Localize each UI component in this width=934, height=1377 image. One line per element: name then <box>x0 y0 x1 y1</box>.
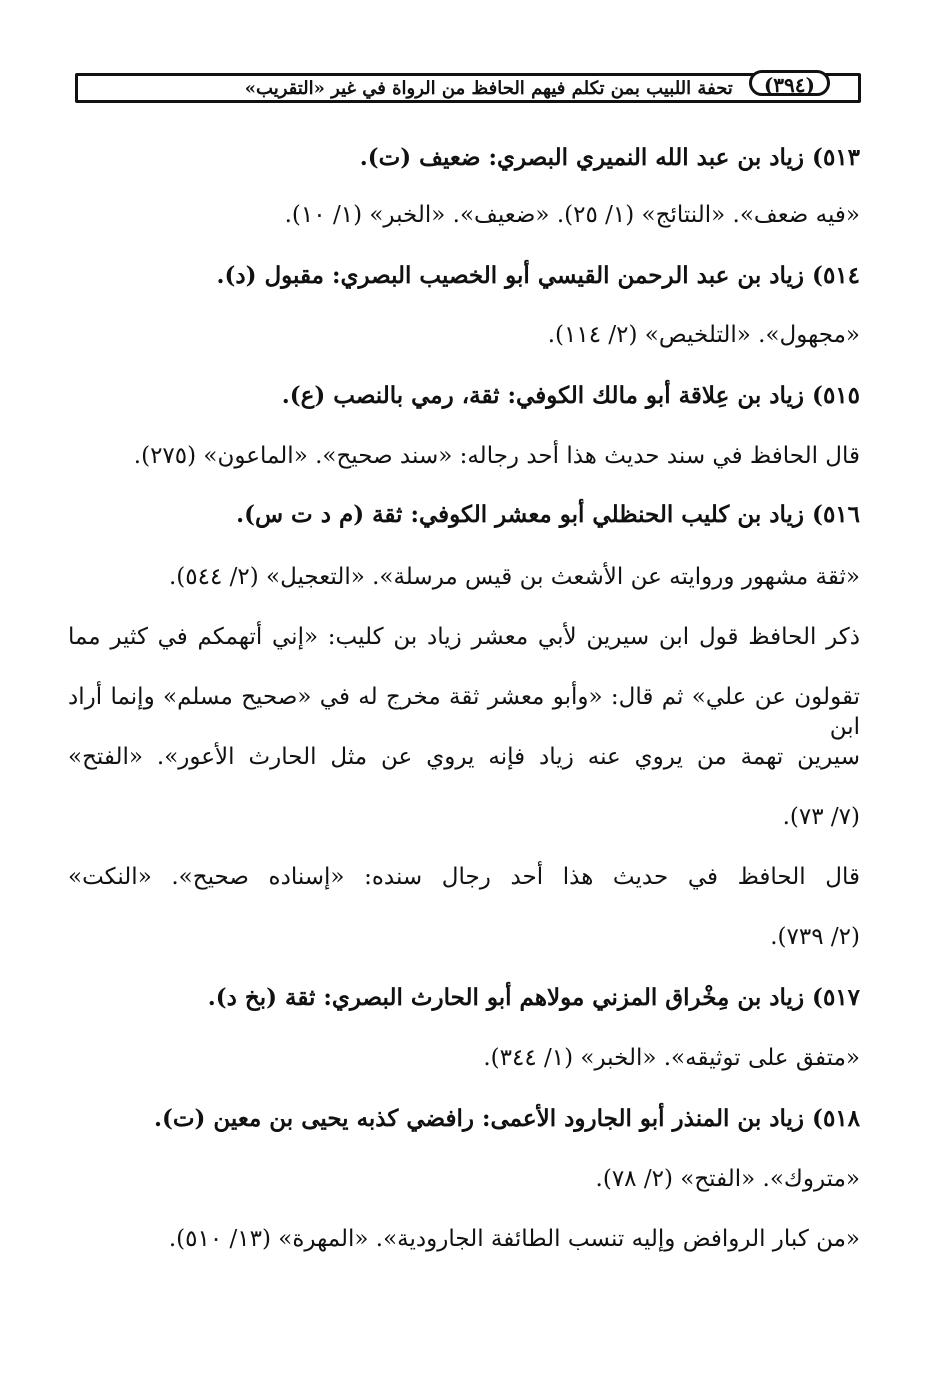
entry-517-heading: ٥١٧) زياد بن مِخْراق المزني مولاهم أبو الحارث البصري: ثقة (بخ د). <box>207 984 860 1011</box>
entry-514-note: «مجهول». «التلخيص» (٢/ ١١٤). <box>547 322 860 348</box>
entry-516-paragraph2-line-2: (٢/ ٧٣٩). <box>770 924 860 950</box>
entry-516-paragraph-line-3: سيرين تهمة من يروي عنه زياد فإنه يروي عن مثل الحارث الأعور». «الفتح» <box>68 744 860 770</box>
entry-513-note: «فيه ضعف». «النتائج» (١/ ٢٥). «ضعيف». «الخبر» (١/ ١٠). <box>284 202 860 228</box>
entry-514-heading: ٥١٤) زياد بن عبد الرحمن القيسي أبو الخصيب البصري: مقبول (د). <box>216 262 860 289</box>
entry-516-paragraph2-line-1: قال الحافظ في حديث هذا أحد رجال سنده: «إسناده صحيح». «النكت» <box>68 864 860 890</box>
entry-518-note-1: «متروك». «الفتح» (٢/ ٧٨). <box>595 1166 860 1192</box>
entry-518-note-2: «من كبار الروافض وإليه تنسب الطائفة الجارودية». «المهرة» (١٣/ ٥١٠). <box>168 1226 860 1252</box>
entry-518-heading: ٥١٨) زياد بن المنذر أبو الجارود الأعمى: رافضي كذبه يحيى بن معين (ت). <box>153 1105 860 1132</box>
page-number: (٣٩٤) <box>749 70 830 96</box>
entry-513-heading: ٥١٣) زياد بن عبد الله النميري البصري: ضعيف (ت). <box>359 144 860 171</box>
entry-517-note: «متفق على توثيقه». «الخبر» (١/ ٣٤٤). <box>483 1045 860 1071</box>
running-header <box>75 73 861 103</box>
entry-516-paragraph-line-2: تقولون عن علي» ثم قال: «وأبو معشر ثقة مخرج له في «صحيح مسلم» وإنما أراد ابن <box>68 684 860 740</box>
entry-516-note: «ثقة مشهور وروايته عن الأشعث بن قيس مرسلة». «التعجيل» (٢/ ٥٤٤). <box>168 564 860 590</box>
entry-516-paragraph-line-4: (٧/ ٧٣). <box>782 804 860 830</box>
entry-515-heading: ٥١٥) زياد بن عِلاقة أبو مالك الكوفي: ثقة، رمي بالنصب (ع). <box>281 382 860 409</box>
entry-515-note: قال الحافظ في سند حديث هذا أحد رجاله: «سند صحيح». «الماعون» (٢٧٥). <box>133 443 860 469</box>
running-title: تحفة اللبيب بمن تكلم فيهم الحافظ من الرواة في غير «التقريب» <box>244 77 733 99</box>
entry-516-heading: ٥١٦) زياد بن كليب الحنظلي أبو معشر الكوفي: ثقة (م د ت س). <box>236 501 860 528</box>
entry-516-paragraph-line-1: ذكر الحافظ قول ابن سيرين لأبي معشر زياد بن كليب: «إني أتهمكم في كثير مما <box>68 624 860 650</box>
